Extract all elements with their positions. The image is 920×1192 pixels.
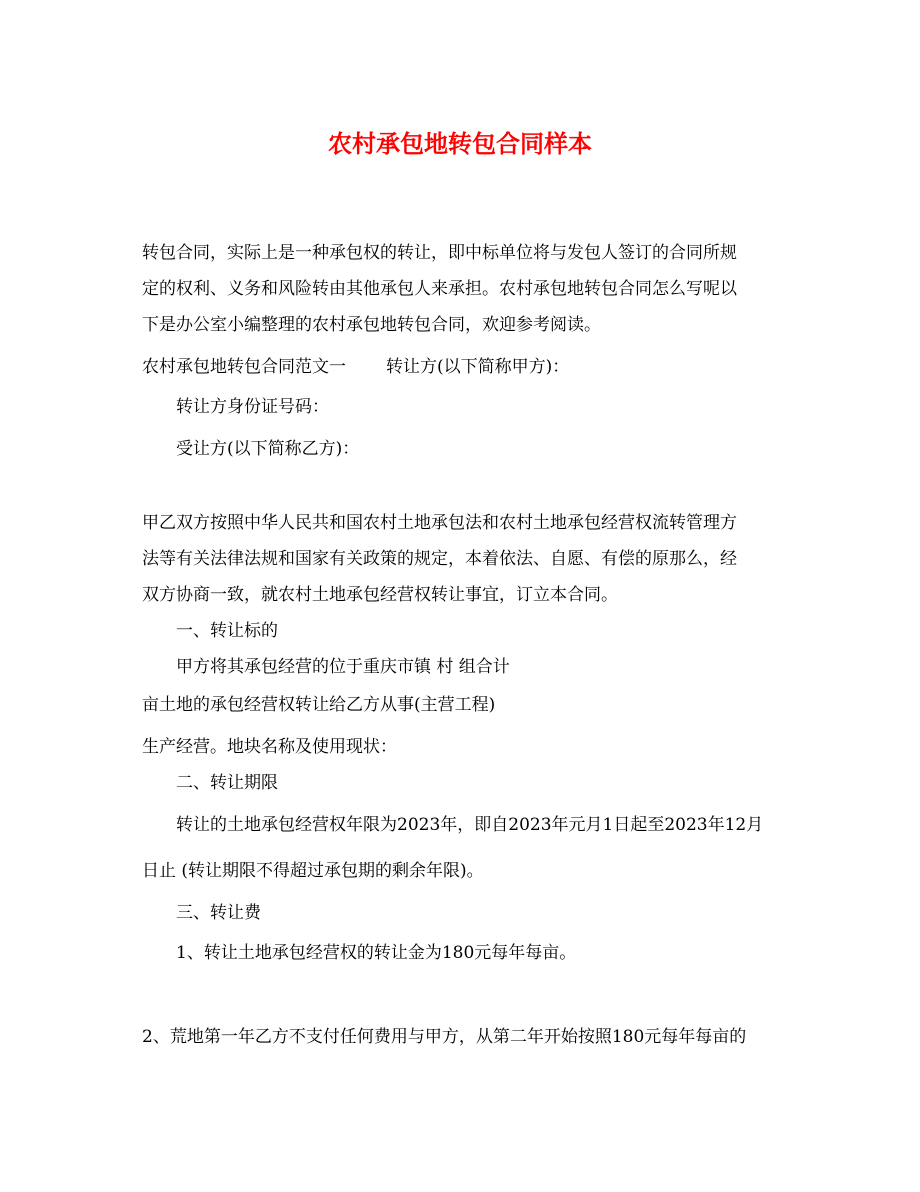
intro-line-2: 定的权利、义务和风险转由其他承包人来承担。农村承包地转包合同怎么写呢以 (142, 279, 737, 299)
sample-heading: 农村承包地转包合同范文一 (142, 357, 346, 377)
document-title: 农村承包地转包合同样本 (328, 129, 592, 158)
section-2-heading: 二、转让期限 (176, 773, 278, 793)
transferor-id-label: 转让方身份证号码： (176, 397, 329, 417)
section-1-heading: 一、转让标的 (176, 621, 278, 641)
section-3-heading: 三、转让费 (176, 903, 261, 923)
section-1-line-2: 亩土地的承包经营权转让给乙方从事(主营工程) (142, 695, 496, 715)
intro-line-3: 下是办公室小编整理的农村承包地转包合同，欢迎参考阅读。 (142, 315, 601, 335)
intro-line-1: 转包合同，实际上是一种承包权的转让，即中标单位将与发包人签订的合同所规 (142, 243, 737, 263)
section-2-line-1: 转让的土地承包经营权年限为2023年，即自2023年元月1日起至2023年12月 (176, 815, 764, 835)
section-1-line-1: 甲方将其承包经营的位于重庆市镇 村 组合计 (176, 657, 510, 677)
preamble-line-3: 双方协商一致，就农村土地承包经营权转让事宜，订立本合同。 (142, 585, 618, 605)
preamble-line-1: 甲乙双方按照中华人民共和国农村土地承包法和农村土地承包经营权流转管理方 (142, 513, 737, 533)
preamble-line-2: 法等有关法律法规和国家有关政策的规定，本着依法、自愿、有偿的原那么，经 (142, 549, 737, 569)
sample-heading-row (142, 352, 569, 382)
section-2-line-2: 日止 (转让期限不得超过承包期的剩余年限)。 (142, 861, 484, 881)
section-1-line-3: 生产经营。地块名称及使用现状： (142, 737, 397, 757)
transferor-label: 转让方(以下简称甲方)： (386, 357, 570, 377)
section-3-item-2: 2、荒地第一年乙方不支付任何费用与甲方，从第二年开始按照180元每年每亩的 (142, 1027, 747, 1047)
section-3-item-1: 1、转让土地承包经营权的转让金为180元每年每亩。 (176, 943, 577, 963)
transferee-label: 受让方(以下简称乙方)： (176, 439, 360, 459)
